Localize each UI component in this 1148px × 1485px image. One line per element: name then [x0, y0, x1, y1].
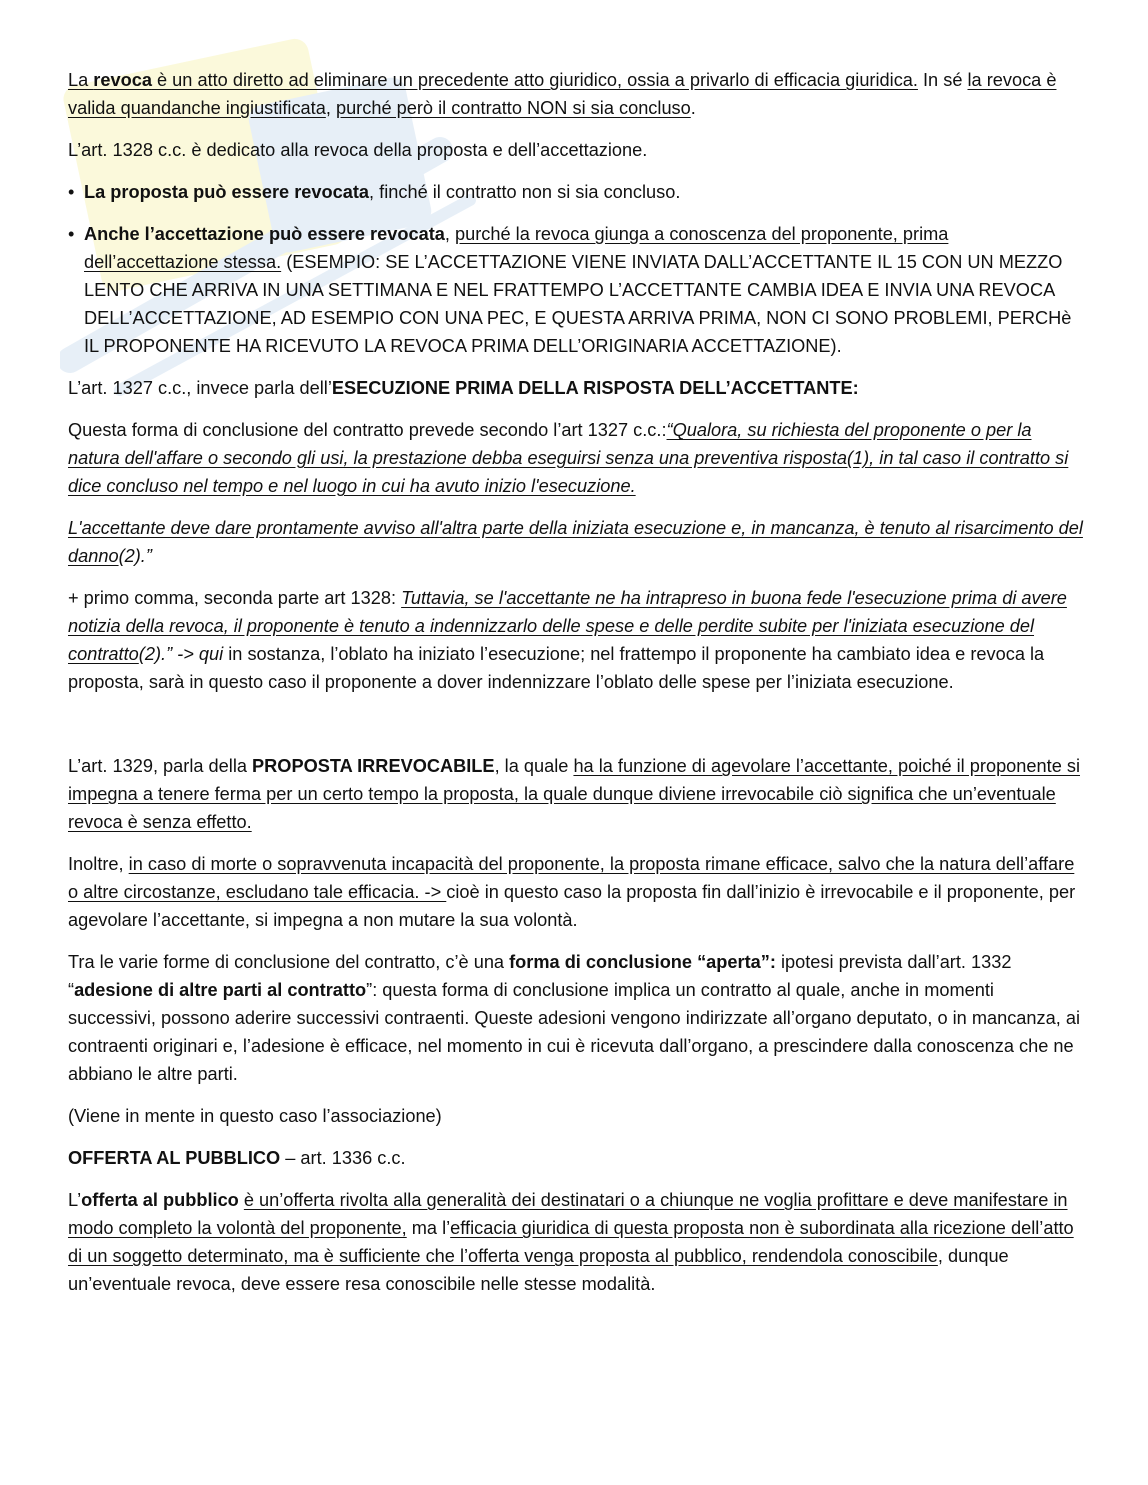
document-body [68, 66, 1083, 1312]
text-span: in sostanza, l’oblato ha iniziato l’esecuzione; nel frattempo il proponente ha cambiato idea e revoca la proposta, sarà in questo caso il proponente a dover indennizzare l’oblato delle spese per l’iniziata esecuzione. [68, 644, 1045, 692]
paragraph-revoca [68, 66, 1083, 122]
paragraph-inoltre [68, 850, 1083, 934]
text-span: PROPOSTA IRREVOCABILE [252, 756, 495, 776]
text-span: Questa forma di conclusione del contratto prevede secondo l’art 1327 c.c.: [68, 420, 667, 440]
text-span: L’art. 1327 c.c., invece parla dell’ [68, 378, 332, 398]
list-item [68, 220, 1083, 360]
text-span: , la quale [494, 756, 574, 776]
text-span: adesione di altre parti al contratto [74, 980, 367, 1000]
text-span: , dunque un’eventuale revoca, deve essere resa conoscibile nelle stesse modalità. [68, 1246, 1009, 1294]
text-span: offerta al pubblico [81, 1190, 239, 1210]
text-span: ESECUZIONE PRIMA DELLA RISPOSTA DELL’ACCETTANTE: [331, 378, 859, 398]
spacer [68, 710, 1083, 752]
text-span: (2).” [118, 546, 152, 566]
text-span: L’ [68, 1190, 82, 1210]
paragraph-offerta-pubblico [68, 1186, 1083, 1298]
bullet-list [68, 178, 1083, 360]
text-span: efficacia giuridica di questa proposta non è subordinata alla ricezione dell’atto di un soggetto determinato, ma è sufficiente che l’offerta venga proposta al pubblico, rendendola conoscibile [68, 1218, 1074, 1266]
text-span: , [444, 224, 455, 244]
paragraph-comma-1328 [68, 584, 1083, 696]
text-span: + primo comma, seconda parte art 1328: [68, 588, 402, 608]
text-span: L’art. 1329, parla della [68, 756, 253, 776]
text-span: purché la revoca giunga a conoscenza del proponente, prima dell’accettazione stessa. [84, 224, 949, 272]
text-span: – art. 1336 c.c. [280, 1148, 406, 1168]
text-span: La [68, 70, 94, 90]
text-span: In sé [917, 70, 968, 90]
text-span: OFFERTA AL PUBBLICO [68, 1148, 281, 1168]
text-span: , [325, 98, 336, 118]
bullet-icon: • [68, 224, 75, 244]
text-span: Inoltre, [68, 854, 129, 874]
list-item [68, 178, 1083, 206]
text-span: Tra le varie forme di conclusione del contratto, c’è una [68, 952, 510, 972]
text-span: è un’offerta rivolta alla generalità dei destinatari o a chiunque ne voglia profittare e deve manifestare in modo completo la volontà del proponente, [68, 1190, 1068, 1238]
text-span: ha la funzione di agevolare l’accettante, poiché il proponente si impegna a tenere ferma per un certo tempo la proposta, la quale dunque diviene irrevocabile ciò significa che un’eventuale revoca è senza effetto. [68, 756, 1080, 832]
text-span: ipotesi prevista dall’art. 1332 “ [68, 952, 1012, 1000]
text-span: è un atto diretto ad eliminare un precedente atto giuridico, ossia a privarlo di efficacia giuridica. [151, 70, 918, 90]
text-span: Anche l’accettazione può essere revocata [84, 224, 445, 244]
text-span: . [690, 98, 696, 118]
paragraph-art-1327 [68, 374, 1083, 402]
text-span: in caso di morte o sopravvenuta incapacità del proponente, la proposta rimane efficace, salvo che la natura dell’affare o altre circostanze, escludano tale efficacia. -> [68, 854, 1075, 902]
text-span: “Qualora, su richiesta del proponente o per la natura dell'affare o secondo gli usi, la prestazione debba eseguirsi senza una preventiva risposta(1), in tal caso il contratto si dice concluso nel tempo e nel luogo in cui ha avuto inizio l'esecuzione. [68, 420, 1069, 496]
paragraph-art-1328: L’art. 1328 c.c. è dedicato alla revoca della proposta e dell’accettazione. [68, 140, 648, 160]
paragraph-associazione: (Viene in mente in questo caso l’associazione) [68, 1106, 442, 1126]
text-span: La proposta può essere revocata [84, 182, 370, 202]
text-span: ma l’ [406, 1218, 451, 1238]
text-span: revoca [93, 70, 152, 90]
text-span: (2).” -> qui [138, 644, 224, 664]
text-span: ”: questa forma di conclusione implica un contratto al quale, anche in momenti successivi, possono aderire successivi contraenti. Queste adesioni vengono indirizzate all’organo deputato, o in mancanza, ai contraenti originari e, l’adesione è efficace, nel momento in cui è ricevuta dall’organo, a prescindere dalla conoscenza che ne abbiano le altre parti. [68, 980, 1081, 1084]
paragraph-quote-1327-cont [68, 514, 1083, 570]
section-heading-offerta [68, 1144, 1083, 1172]
paragraph-quote-1327 [68, 416, 1083, 500]
text-span: cioè in questo caso la proposta fin dall’inizio è irrevocabile e il proponente, per agevolare l’accettante, si impegna a non mutare la sua volontà. [68, 882, 1076, 930]
text-span: , finché il contratto non si sia concluso. [369, 182, 681, 202]
bullet-icon: • [68, 182, 75, 202]
text-span: (ESEMPIO: SE L’ACCETTAZIONE VIENE INVIATA DALL’ACCETTANTE IL 15 CON UN MEZZO LENTO CHE ARRIVA IN UNA SETTIMANA E NEL FRATTEMPO L’ACCETTANTE CAMBIA IDEA E INVIA UNA REVOCA DELL’ACCETTAZIONE, AD ESEMPIO CON UNA PEC, E QUESTA ARRIVA PRIMA, NON CI SONO PROBLEMI, PERCHè IL PROPONENTE HA RICEVUTO LA REVOCA PRIMA DELL’ORIGINARIA ACCETTAZIONE). [84, 252, 1072, 356]
text-span: L'accettante deve dare prontamente avviso all'altra parte della iniziata esecuzione e, in mancanza, è tenuto al risarcimento del danno [68, 518, 1083, 566]
text-span: Tuttavia, se l'accettante ne ha intrapreso in buona fede l'esecuzione prima di avere notizia della revoca, il proponente è tenuto a indennizzarlo delle spese e delle perdite subite per l'iniziata esecuzione del contratto [68, 588, 1067, 664]
text-span: la revoca è valida quandanche ingiustificata [68, 70, 1057, 118]
paragraph-art-1332 [68, 948, 1083, 1088]
text-span: purché però il contratto NON si sia concluso [335, 98, 691, 118]
text-span: forma di conclusione “aperta”: [509, 952, 776, 972]
paragraph-art-1329 [68, 752, 1083, 836]
